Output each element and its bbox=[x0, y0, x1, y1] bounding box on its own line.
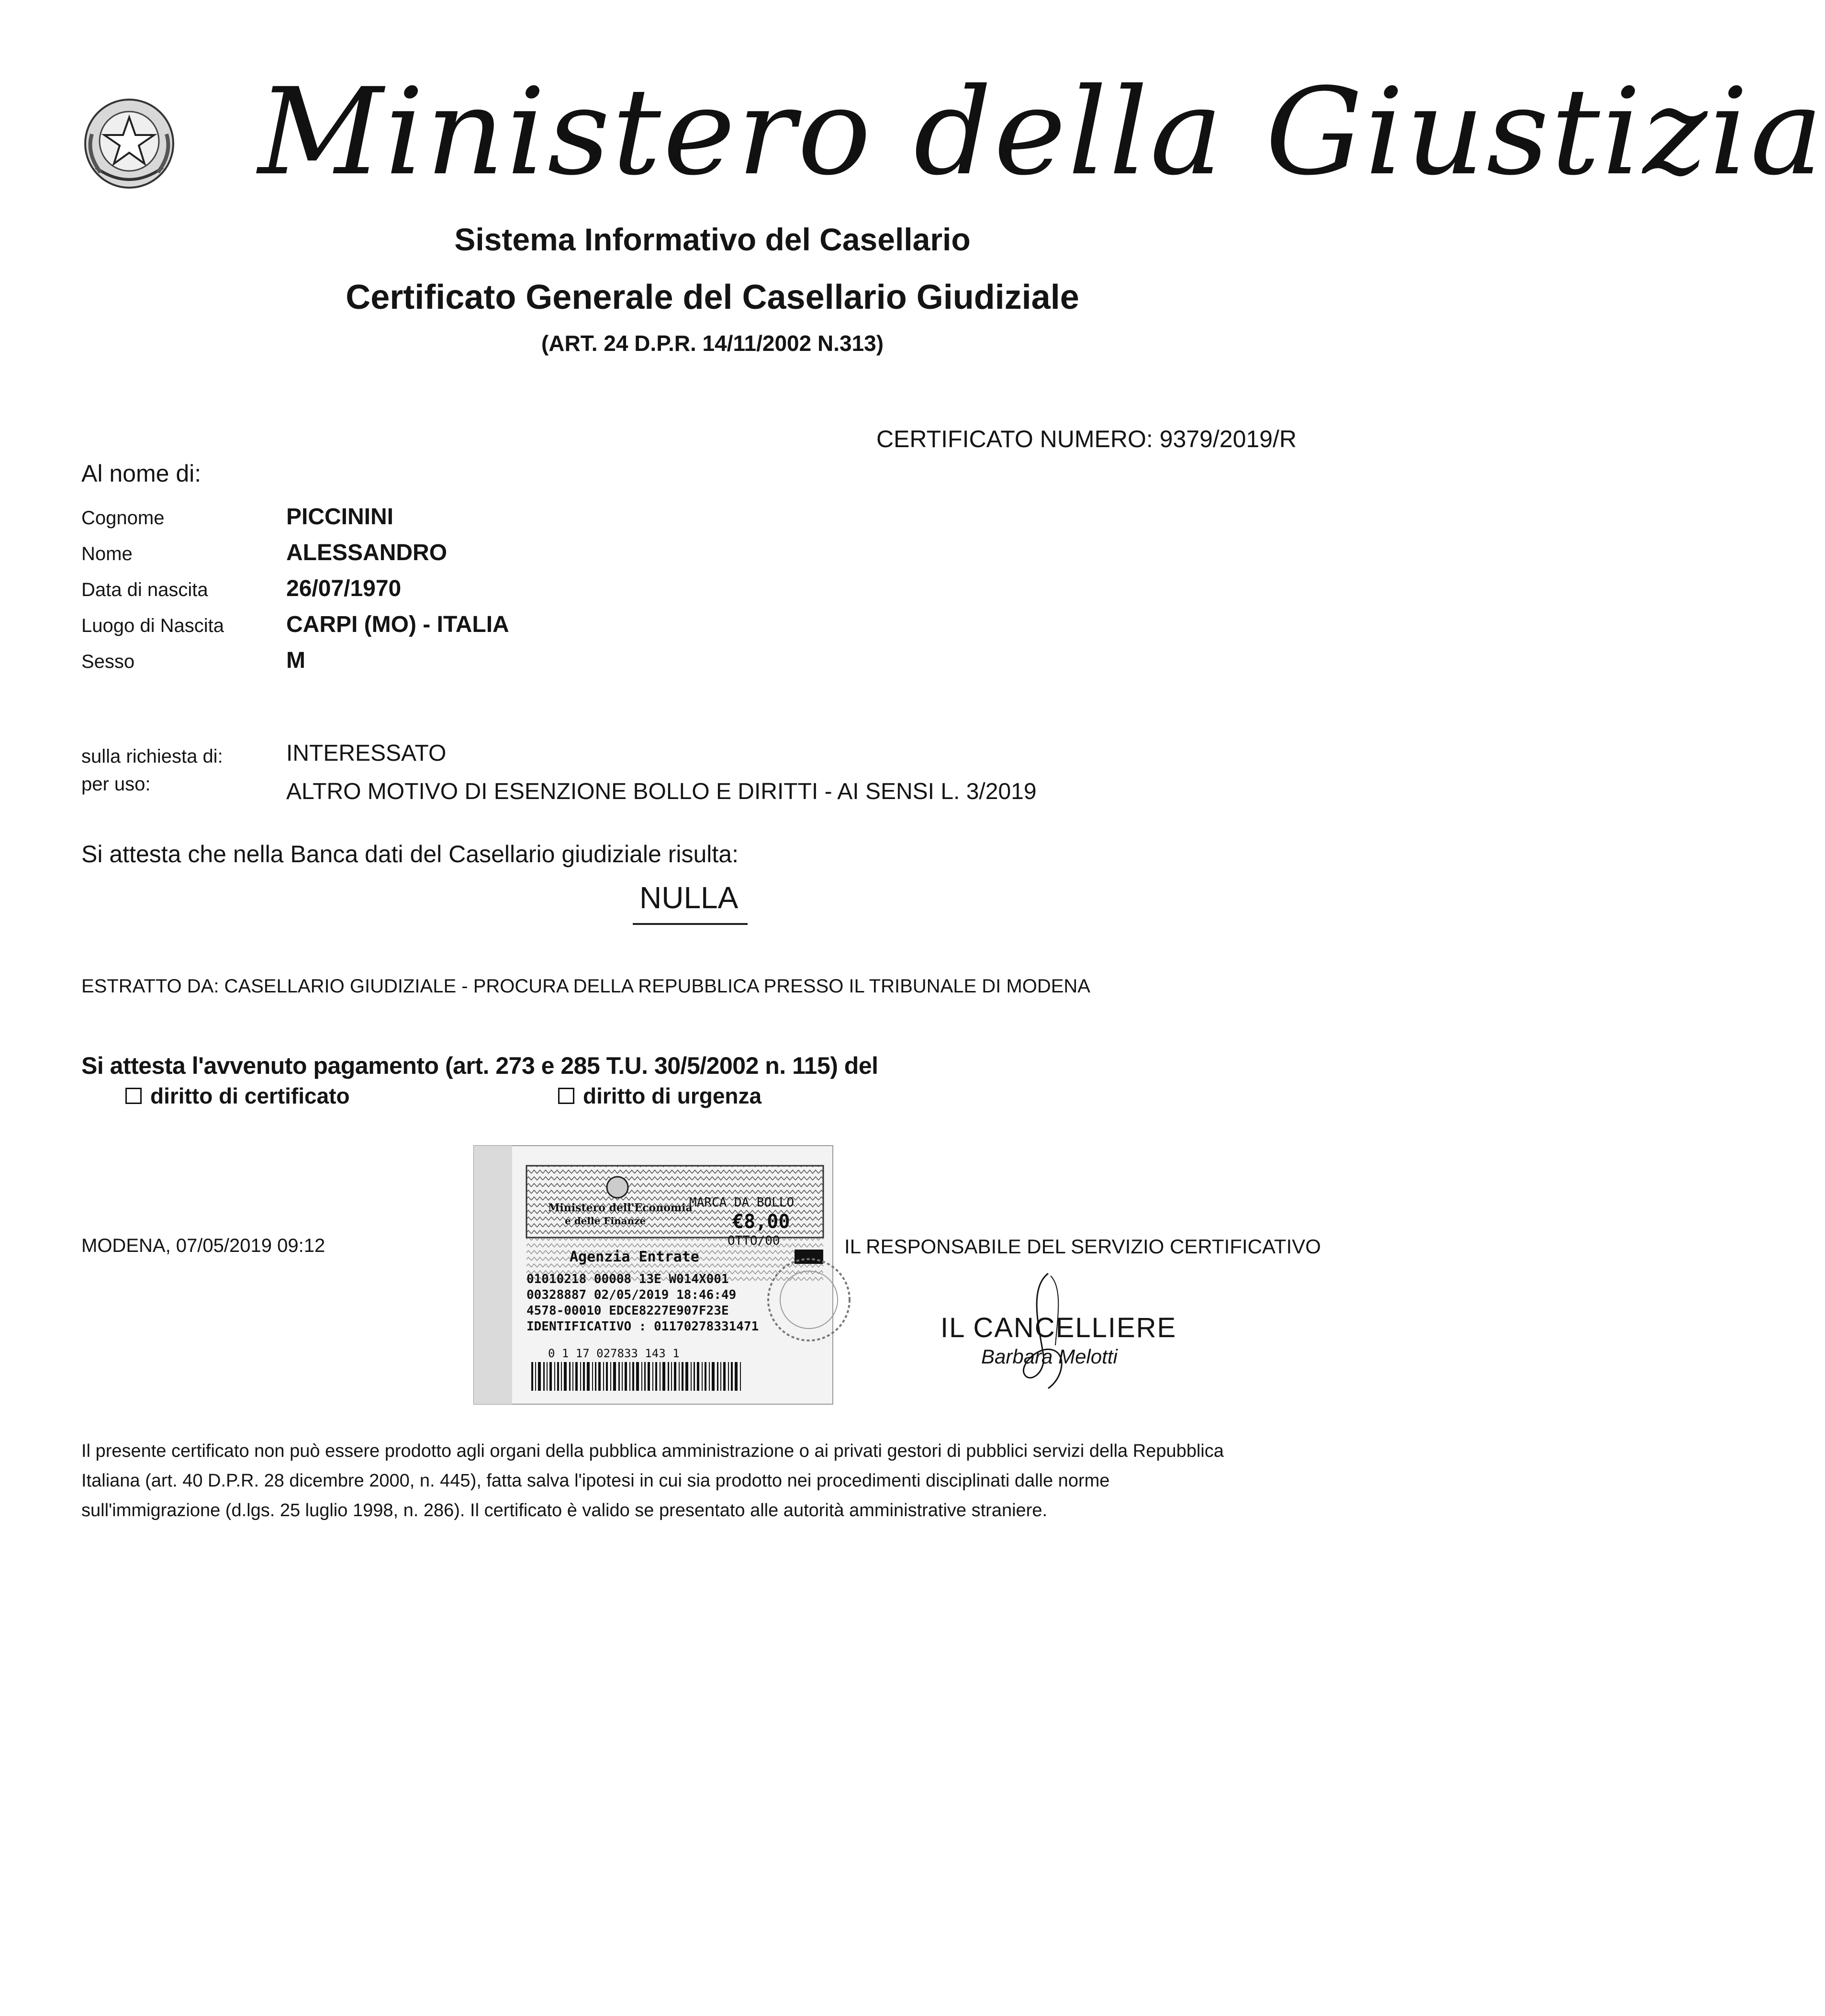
checkbox-urgency-fee bbox=[558, 1088, 574, 1104]
italian-republic-emblem bbox=[81, 96, 177, 191]
request-value: INTERESSATO bbox=[286, 741, 447, 766]
stamp-amount: €8,00 bbox=[732, 1211, 790, 1233]
stamp-issuer-line1: Ministero dell'Economia bbox=[548, 1202, 693, 1214]
revenue-stamp bbox=[474, 1142, 838, 1410]
field-label-nome: Nome bbox=[81, 543, 133, 564]
stamp-code-4: IDENTIFICATIVO : 01170278331471 bbox=[526, 1319, 759, 1334]
handwritten-signature bbox=[1010, 1269, 1082, 1393]
disclaimer-line: Italiana (art. 40 D.P.R. 28 dicembre 2000, n. 445), fatta salva l'ipotesi in cui sia prodotto nei procedimenti disciplinati dalle norme bbox=[81, 1471, 1110, 1491]
option-certificate-fee bbox=[125, 1083, 350, 1109]
extract-source: ESTRATTO DA: CASELLARIO GIUDIZIALE - PROCURA DELLA REPUBBLICA PRESSO IL TRIBUNALE DI MODENA bbox=[81, 976, 1090, 997]
signatory-role: IL RESPONSABILE DEL SERVIZIO CERTIFICATIVO bbox=[844, 1235, 1321, 1258]
stamp-code-2: 00328887 02/05/2019 18:46:49 bbox=[526, 1288, 737, 1302]
request-label: sulla richiesta di: bbox=[81, 746, 223, 767]
place-date: MODENA, 07/05/2019 09:12 bbox=[81, 1235, 325, 1256]
legal-reference: (ART. 24 D.P.R. 14/11/2002 N.313) bbox=[541, 331, 884, 356]
option-urgency-fee bbox=[558, 1083, 761, 1109]
use-value: ALTRO MOTIVO DI ESENZIONE BOLLO E DIRITTI - AI SENSI L. 3/2019 bbox=[286, 779, 1037, 804]
stamp-issuer-line2: e delle Finanze bbox=[565, 1215, 646, 1227]
field-value-data-nascita: 26/07/1970 bbox=[286, 576, 402, 601]
stamp-amount-words: OTTO/00 bbox=[728, 1234, 780, 1248]
certificate-title: Certificato Generale del Casellario Giudiziale bbox=[346, 278, 1079, 316]
field-value-sesso: M bbox=[286, 648, 305, 673]
payment-statement: Si attesta l'avvenuto pagamento (art. 273 e 285 T.U. 30/5/2002 n. 115) del bbox=[81, 1052, 878, 1079]
field-label-luogo-nascita: Luogo di Nascita bbox=[81, 615, 224, 636]
stamp-label: MARCA DA BOLLO bbox=[689, 1195, 795, 1210]
stamp-barcode-number: 0 1 17 027833 143 1 bbox=[548, 1347, 680, 1360]
stamp-code-1: 01010218 00008 13E W014X001 bbox=[526, 1272, 729, 1286]
option-certificate-label: diritto di certificato bbox=[150, 1083, 350, 1108]
certificate-number: CERTIFICATO NUMERO: 9379/2019/R bbox=[876, 426, 1297, 452]
stamp-code-3: 4578-00010 EDCE8227E907F23E bbox=[526, 1304, 729, 1318]
disclaimer-line: Il presente certificato non può essere prodotto agli organi della pubblica amministrazione o ai privati gestori di pubblici servizi della Repubblica bbox=[81, 1441, 1224, 1461]
result-value: NULLA bbox=[639, 880, 739, 915]
field-label-data-nascita: Data di nascita bbox=[81, 579, 208, 600]
holder-heading: Al nome di: bbox=[81, 460, 202, 487]
ministry-title: Ministero della Giustizia bbox=[258, 62, 1825, 202]
field-label-cognome: Cognome bbox=[81, 507, 165, 529]
use-label: per uso: bbox=[81, 774, 151, 795]
field-value-luogo-nascita: CARPI (MO) - ITALIA bbox=[286, 612, 509, 637]
disclaimer-line: sull'immigrazione (d.lgs. 25 luglio 1998, n. 286). Il certificato è valido se presentato alle autorità amministrative straniere. bbox=[81, 1500, 1048, 1520]
signatory-title: IL CANCELLIERE bbox=[940, 1312, 1177, 1343]
checkbox-certificate-fee bbox=[125, 1088, 142, 1104]
system-name: Sistema Informativo del Casellario bbox=[454, 222, 971, 257]
field-value-cognome: PICCININI bbox=[286, 504, 394, 529]
stamp-agency: Agenzia Entrate bbox=[570, 1249, 699, 1265]
result-underline bbox=[633, 923, 748, 925]
field-value-nome: ALESSANDRO bbox=[286, 540, 448, 565]
option-urgency-label: diritto di urgenza bbox=[583, 1083, 762, 1108]
signatory-name: Barbara Melotti bbox=[981, 1345, 1118, 1368]
result-statement: Si attesta che nella Banca dati del Casellario giudiziale risulta: bbox=[81, 841, 739, 867]
legal-disclaimer bbox=[81, 1436, 1297, 1525]
field-label-sesso: Sesso bbox=[81, 651, 135, 672]
